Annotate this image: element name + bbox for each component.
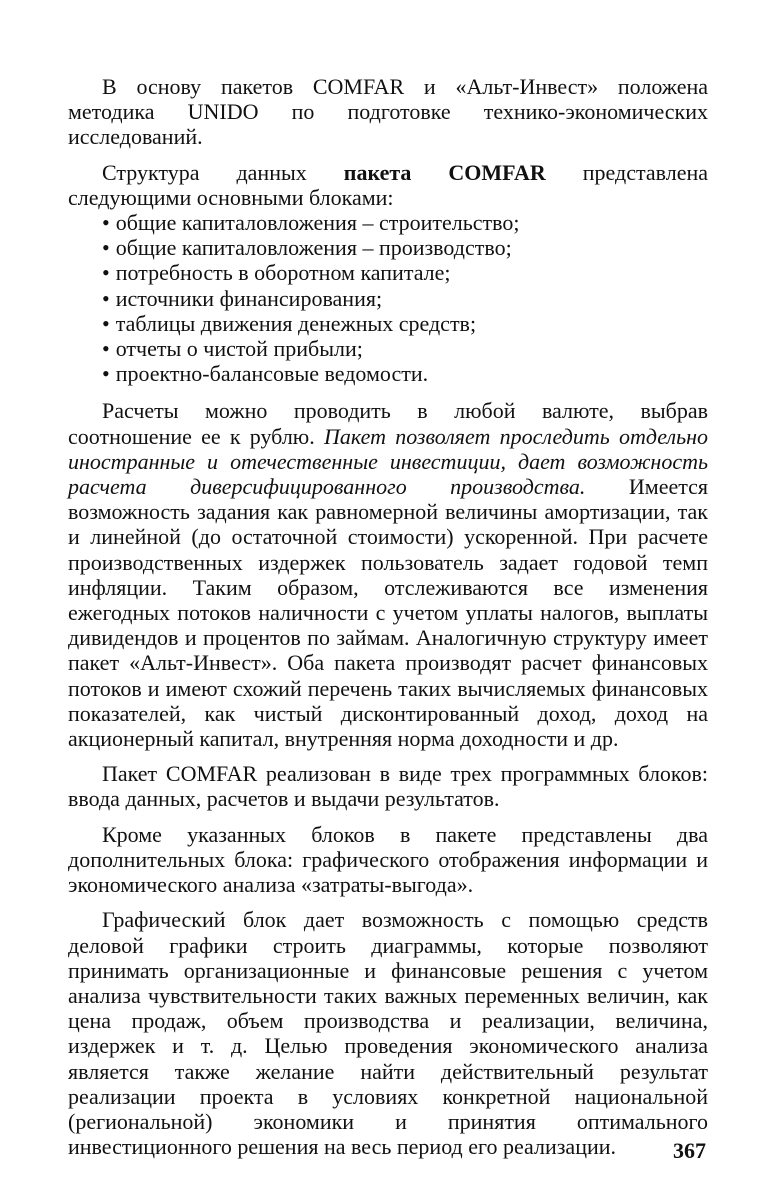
bullet-icon: • <box>102 235 110 261</box>
paragraph-intro: В основу пакетов COMFAR и «Альт-Инвест» положена методика UNIDO по подготовке технико-экономических исследований. <box>68 74 708 150</box>
list-item-text: общие капиталовложения – производство; <box>115 235 512 261</box>
list-item <box>68 361 708 386</box>
structure-text-start: Структура данных <box>102 159 344 185</box>
paragraph-additional-blocks: Кроме указанных блоков в пакете представлены два дополнительных блока: графического отображения информации и экономического анализа «затраты-выгода». <box>68 821 708 898</box>
paragraph-calculations <box>68 398 708 751</box>
bullet-icon: • <box>102 361 110 387</box>
list-item <box>68 336 708 361</box>
list-item-text: потребность в оборотном капитале; <box>115 260 451 286</box>
bullet-icon: • <box>102 310 110 336</box>
list-item-text: общие капиталовложения – строительство; <box>115 210 520 236</box>
list-item <box>68 210 708 235</box>
list-item-text: источники финансирования; <box>115 285 383 311</box>
calculations-italic-text: Пакет позволяет проследить отдельно иностранные и отечественные инвестиции, дает возможность расчета диверсифицированного производства. <box>68 423 709 500</box>
list-item-text: таблицы движения денежных средств; <box>115 310 477 336</box>
list-item <box>68 235 708 260</box>
list-item <box>68 311 708 336</box>
blocks-list <box>68 210 708 386</box>
list-item <box>68 260 708 285</box>
bullet-icon: • <box>102 336 110 362</box>
list-item-text: проектно-балансовые ведомости. <box>115 361 429 387</box>
structure-bold-term: пакета COMFAR <box>343 159 546 185</box>
calculations-text-end: Имеется возможность задания как равномерной величины амортизации, так и линейной (до остаточной стоимости) ускоренной. При расчете производственных издержек пользователь задает годовой темп инфляции. Таким образом, отслеживаются все изменения ежегодных потоков наличности с учетом уплаты налогов, выплаты дивидендов и процентов по займам. Аналогичную структуру имеет пакет «Альт-Инвест». Оба пакета производят расчет финансовых потоков и имеют схожий перечень таких вычисляемых финансовых показателей, как чистый дисконтированный доход, доход на акционерный капитал, внутренняя норма доходности и др. <box>68 474 708 752</box>
paragraph-comfar-blocks: Пакет COMFAR реализован в виде трех программных блоков: ввода данных, расчетов и выдачи результатов. <box>68 761 708 812</box>
structure-text-end: представлена следующими основными блоками: <box>68 159 709 210</box>
list-item <box>68 286 708 311</box>
bullet-icon: • <box>102 285 110 311</box>
page-body <box>68 74 708 1169</box>
paragraph-structure <box>68 160 708 210</box>
paragraph-graphic-block: Графический блок дает возможность с помощью средств деловой графики строить диаграммы, которые позволяют принимать организационные и финансовые решения с учетом анализа чувствительности таких важных переменных величин, как цена продаж, объем производства и реализации, величина, издержек и т. д. Целью проведения экономического анализа является также желание найти действительный результат реализации проекта в условиях конкретной национальной (региональной) экономики и принятия оптимального инвестиционного решения на весь период его реализации. <box>68 907 708 1160</box>
bullet-icon: • <box>102 260 110 286</box>
page-number: 367 <box>673 1138 706 1163</box>
calculations-text-start: Расчеты можно проводить в любой валюте, выбрав соотношение ее к рублю. <box>68 398 708 449</box>
list-item-text: отчеты о чистой прибыли; <box>115 336 363 362</box>
bullet-icon: • <box>102 210 110 236</box>
